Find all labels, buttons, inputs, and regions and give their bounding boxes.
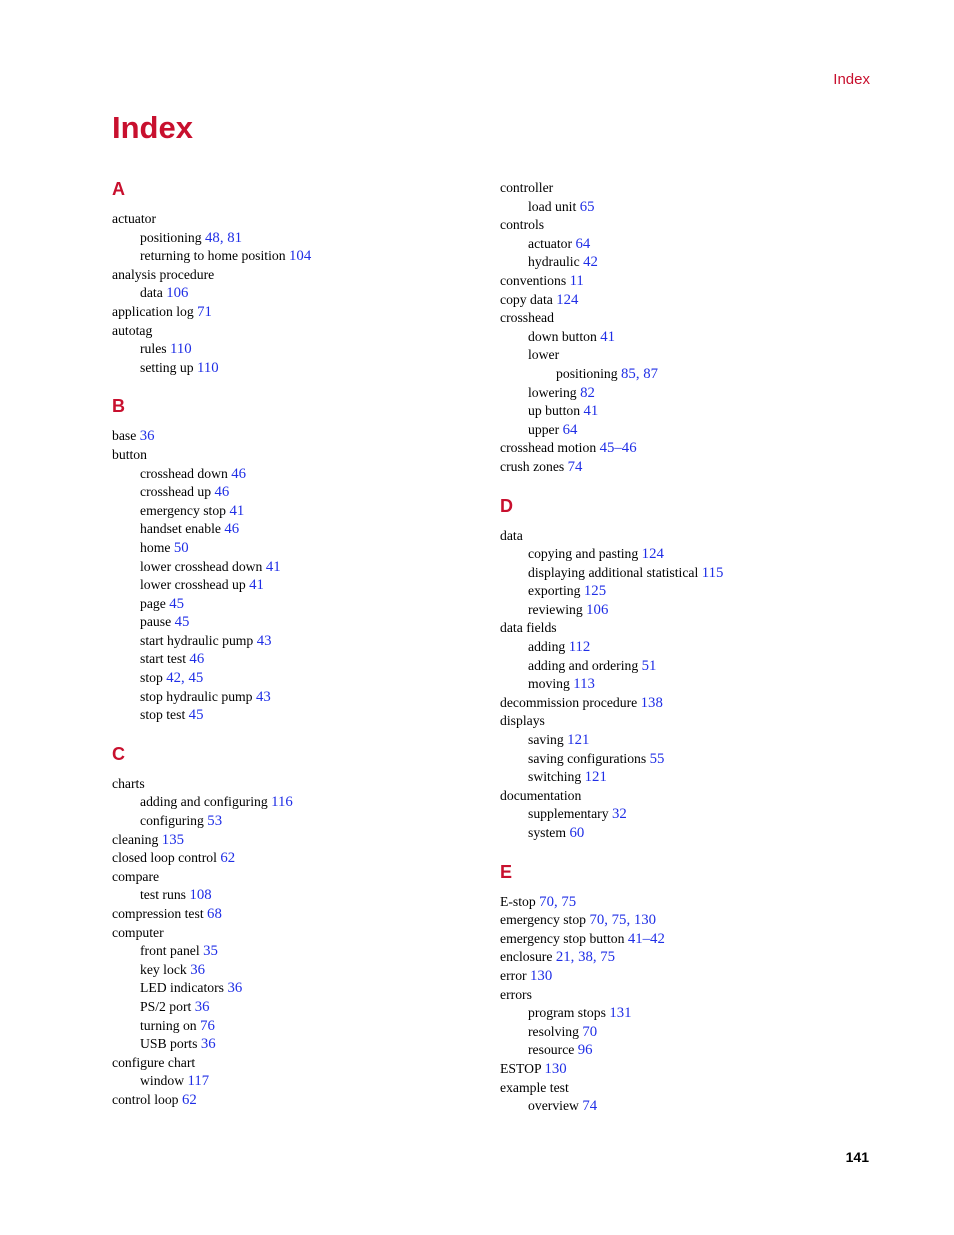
index-term: controls [500,217,545,233]
index-term: controller [500,180,554,195]
index-entry [112,886,492,905]
index-entry [112,998,492,1017]
index-entry [500,545,880,564]
page-link[interactable]: 38 [578,949,593,966]
page-link[interactable]: 82 [580,384,595,401]
index-term: crosshead down [140,465,228,481]
index-term: load unit [528,198,577,214]
index-term: emergency stop button [500,930,625,946]
index-entry [500,309,880,328]
page-link[interactable]: 50 [173,539,189,556]
index-term: front panel [140,943,200,959]
page-link[interactable]: 46 [189,651,205,668]
index-column-left [112,178,492,1110]
index-term: switching [528,769,582,785]
page-link[interactable]: 42 [166,670,182,687]
index-entry [500,272,880,291]
page-link[interactable]: 68 [207,906,222,922]
index-term: base [112,428,137,444]
page-link[interactable]: 110 [170,341,192,358]
index-entry [500,675,880,694]
index-group [500,179,880,477]
index-entry [112,632,492,651]
index-entry [500,235,880,254]
page-link[interactable]: 41 [265,558,281,575]
index-group [500,495,880,843]
index-entry [112,831,492,850]
index-entry [112,284,492,303]
page-title: Index [112,110,193,145]
index-entry [500,421,880,440]
page-link[interactable]: 41–42 [627,930,665,947]
index-term: test runs [140,887,187,903]
index-term: system [528,825,567,840]
index-entry [112,576,492,595]
page-link[interactable]: 41 [249,577,264,594]
index-entry [112,210,492,229]
page-link[interactable]: 45–46 [599,440,637,457]
page-link[interactable]: 76 [200,1017,215,1034]
index-term: copying and pasting [528,546,639,562]
page-link[interactable]: 108 [189,887,212,904]
page-link[interactable]: 36 [190,961,205,978]
page-link[interactable]: 46 [231,465,247,482]
index-entry [112,1054,492,1073]
index-term: control loop [112,1091,179,1107]
index-entry [500,1041,880,1060]
index-entry [112,465,492,484]
index-column-right [500,179,880,1116]
index-term: error [500,967,527,983]
page-link[interactable]: 70 [582,1023,598,1040]
index-entry [112,266,492,285]
index-entry [112,303,492,322]
index-term: compression test [112,906,204,921]
index-term: E-stop [500,893,536,909]
section-letter: E [500,861,513,882]
index-entry: emergency stop 70, 75, 130 [500,912,657,929]
page-link[interactable]: 42 [583,254,598,271]
page-link[interactable]: 41 [229,502,245,519]
index-term: adding and ordering [528,657,639,673]
index-term: resolving [528,1023,579,1039]
page-link[interactable]: 121 [567,732,590,749]
page-link[interactable]: 116 [271,794,293,811]
index-entry [112,924,492,943]
index-term: lower [528,347,560,363]
index-term: reviewing [528,601,583,617]
index-entry [500,384,880,403]
index-term: copy data [500,291,553,307]
page-link[interactable]: 124 [556,291,579,308]
index-term: resource [528,1042,575,1058]
index-term: LED indicators [140,980,225,996]
index-group [112,395,492,725]
index-term: ESTOP [500,1060,542,1076]
index-entry [112,502,492,521]
index-entry [500,439,880,458]
index-entry [112,1035,492,1054]
index-term: saving [528,732,564,748]
page-link[interactable]: 41 [583,403,599,420]
page-link[interactable]: 21 [555,949,571,966]
index-term: decommission procedure [500,694,638,710]
index-entry [500,657,880,676]
page-link[interactable]: 121 [584,769,607,786]
index-term: example test [500,1079,569,1095]
index-term: up button [528,403,581,419]
page-link[interactable]: 43 [255,688,271,705]
index-term: window [140,1073,185,1089]
index-entry [500,291,880,310]
page-link[interactable]: 125 [583,583,607,600]
index-term: page [140,595,166,611]
index-group [500,861,880,1116]
index-entry [500,967,880,986]
index-term: setting up [140,359,194,375]
index-entry [112,595,492,614]
index-entry [112,427,492,446]
index-term: home [140,539,171,555]
index-entry [112,650,492,669]
index-entry [112,520,492,539]
index-entry [112,558,492,577]
page-link[interactable]: 11 [569,272,584,289]
page-link[interactable]: 46 [224,521,240,538]
page-link[interactable]: 106 [586,601,609,618]
index-entry [112,1072,492,1091]
page-link[interactable]: 62 [181,1091,197,1108]
index-term: moving [528,676,570,692]
index-term: start hydraulic pump [140,632,254,648]
index-term: rules [140,341,167,357]
page-link[interactable]: 124 [641,546,664,563]
page-link[interactable]: 60 [569,825,585,841]
index-entry: positioning 48, 81 [140,229,243,246]
index-entry: E-stop 70, 75 [500,893,577,910]
index-term: upper [528,421,560,437]
page-link[interactable]: 131 [609,1005,632,1022]
index-term: stop hydraulic pump [140,688,253,704]
index-group [112,743,492,1110]
index-entry [112,905,492,924]
index-term: crush zones [500,458,565,474]
index-term: positioning [140,229,202,245]
index-term: analysis procedure [112,266,215,282]
index-term: hydraulic [528,254,580,270]
page-link[interactable]: 70 [589,912,605,929]
page-number: 141 [845,1149,869,1165]
index-term: exporting [528,583,581,599]
index-entry [112,688,492,707]
index-term: lowering [528,384,577,400]
index-entry [500,216,880,235]
index-entry [500,253,880,272]
section-letter: A [112,179,125,199]
index-entry [500,986,880,1005]
index-entry [500,619,880,638]
index-entry [500,1023,880,1042]
index-entry [112,247,492,266]
index-term: data fields [500,620,557,636]
index-term: configuring [140,813,204,829]
page-link[interactable]: 96 [577,1042,593,1059]
page-link[interactable]: 130 [633,912,657,929]
index-term: crosshead up [140,484,212,500]
page-link[interactable]: 45 [174,614,190,631]
index-term: data [500,527,523,543]
page-link[interactable]: 36 [227,980,243,997]
index-entry [500,731,880,750]
page-link[interactable]: 106 [166,285,189,302]
index-term: crosshead motion [500,440,597,456]
index-entry [500,1004,880,1023]
index-term: stop [140,670,163,686]
index-term: pause [140,614,172,630]
index-entry [500,638,880,657]
page-link[interactable]: 65 [579,198,595,215]
page-link[interactable]: 55 [649,750,665,767]
index-term: saving configurations [528,750,647,766]
page-link[interactable]: 75 [561,893,577,910]
index-entry [500,179,880,198]
index-entry [500,582,880,601]
index-entry [112,483,492,502]
index-term: crosshead [500,310,554,326]
page-link[interactable]: 35 [203,943,218,960]
index-entry [112,868,492,887]
page-link[interactable]: 36 [139,428,155,445]
index-entry [500,805,880,824]
page-link[interactable]: 75 [600,949,616,966]
index-entry [500,601,880,620]
page-link[interactable]: 45 [188,707,204,724]
index-entry [112,340,492,359]
index-entry [112,961,492,980]
page-link[interactable]: 112 [568,639,591,656]
index-term: displaying additional statistical [528,564,699,580]
index-entry [500,694,880,713]
index-entry [112,1017,492,1036]
index-entry [500,198,880,217]
page-link[interactable]: 62 [220,850,236,867]
index-entry [112,812,492,831]
page-link[interactable]: 71 [197,303,212,320]
index-term: start test [140,651,186,667]
index-term: enclosure [500,949,553,965]
index-term: emergency stop [140,502,227,518]
index-entry [500,346,880,365]
index-term: turning on [140,1017,197,1033]
index-term: stop test [140,707,186,723]
index-entry [500,1060,880,1079]
index-entry [500,930,880,949]
index-term: computer [112,924,164,940]
page-link[interactable]: 75 [611,912,627,929]
index-term: application log [112,303,194,319]
index-entry [500,1097,880,1116]
index-term: USB ports [140,1036,198,1052]
index-entry [500,458,880,477]
index-term: documentation [500,787,582,803]
index-entry [112,979,492,998]
index-entry [112,793,492,812]
page-link[interactable]: 64 [575,235,591,252]
index-term: conventions [500,272,567,288]
page-link[interactable]: 43 [256,632,272,649]
index-entry [112,775,492,794]
index-entry: stop 42, 45 [140,670,204,687]
page-link[interactable]: 36 [200,1036,216,1053]
page-link[interactable]: 45 [169,595,185,612]
index-entry [500,1079,880,1098]
index-entry [112,849,492,868]
index-entry [500,402,880,421]
page-link[interactable]: 104 [289,248,312,265]
index-term: emergency stop [500,912,587,928]
index-term: overview [528,1098,579,1114]
page-link[interactable]: 32 [612,806,627,823]
index-term: lower crosshead down [140,558,263,574]
index-term: supplementary [528,806,609,822]
index-entry [112,613,492,632]
index-term: adding and configuring [140,794,268,810]
index-term: compare [112,868,160,884]
page-link[interactable]: 36 [194,998,210,1015]
index-term: program stops [528,1005,606,1021]
index-term: configure chart [112,1054,196,1070]
page-link[interactable]: 81 [227,229,243,246]
index-term: errors [500,986,532,1002]
index-entry [500,328,880,347]
index-entry [500,712,880,731]
section-letter: D [500,495,513,516]
index-term: positioning [556,365,618,381]
index-term: lower crosshead up [140,577,246,593]
index-entry [112,539,492,558]
page-link[interactable]: 115 [701,564,724,581]
page-link[interactable]: 51 [641,657,657,674]
page-link[interactable]: 41 [600,328,616,345]
index-term: displays [500,713,545,729]
section-letter: B [112,396,125,417]
page-link[interactable]: 74 [582,1098,598,1115]
page-link[interactable]: 53 [207,813,223,830]
index-entry [112,322,492,341]
index-entry [500,768,880,787]
page-link[interactable]: 135 [161,831,184,848]
index-term: cleaning [112,831,159,847]
index-entry: positioning 85, 87 [556,365,659,382]
page-link[interactable]: 130 [544,1060,567,1077]
page-link[interactable]: 45 [188,670,204,687]
index-entry [112,446,492,465]
index-entry [500,527,880,546]
index-term: down button [528,328,597,344]
index-term: actuator [112,211,157,226]
index-term: key lock [140,961,187,977]
index-entry [112,706,492,725]
index-entry [500,824,880,843]
index-term: charts [112,775,145,791]
index-term: closed loop control [112,850,217,866]
index-entry [112,1091,492,1110]
index-term: actuator [528,235,573,251]
index-entry: enclosure 21, 38, 75 [500,949,616,966]
index-entry [500,787,880,806]
running-head: Index [833,71,870,88]
page-link[interactable]: 138 [640,694,663,711]
section-letter: C [112,743,125,764]
page-link[interactable]: 113 [573,676,595,693]
page-link[interactable]: 117 [187,1073,210,1090]
page-link[interactable]: 48 [205,229,220,246]
index-term: returning to home position [140,248,286,264]
page-link[interactable]: 64 [562,421,578,438]
index-entry [112,942,492,961]
index-term: handset enable [140,521,221,537]
index-term: data [140,285,163,301]
page-link[interactable]: 85 [621,365,636,382]
index-entry [500,750,880,769]
index-entry [500,564,880,583]
page-link[interactable]: 130 [530,967,553,984]
index-term: PS/2 port [140,998,192,1014]
page-link[interactable]: 87 [643,365,659,382]
page-link[interactable]: 74 [567,458,583,475]
index-term: button [112,446,147,462]
index-entry [112,359,492,378]
page-link[interactable]: 110 [197,359,219,376]
index-term: autotag [112,322,153,338]
page-link[interactable]: 46 [214,484,230,501]
page-link[interactable]: 70 [539,893,554,910]
index-term: adding [528,639,566,655]
index-group [112,178,492,377]
